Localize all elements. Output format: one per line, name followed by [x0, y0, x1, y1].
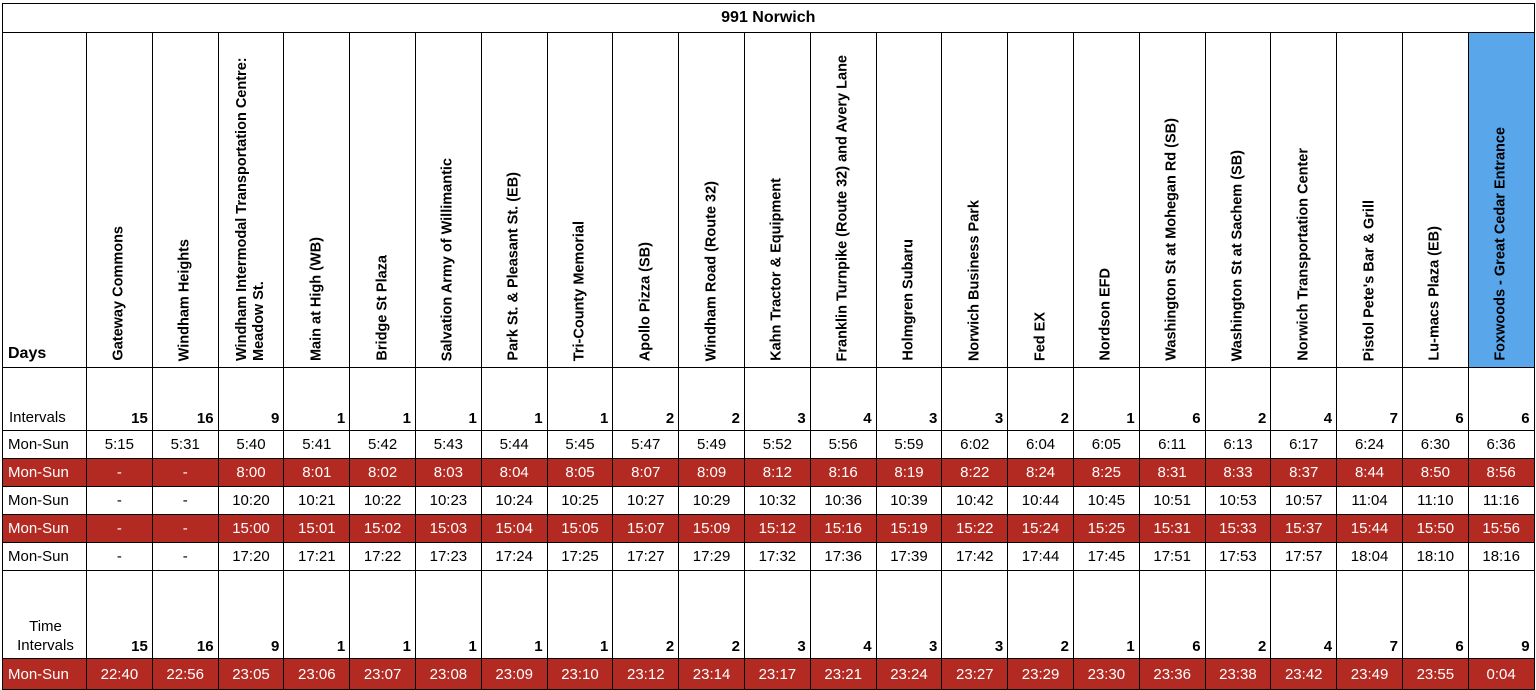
time-cell: 8:16	[810, 459, 876, 487]
time-cell: 8:22	[942, 459, 1008, 487]
time-cell: 23:42	[1271, 659, 1337, 690]
time-interval-cell: 1	[547, 571, 613, 659]
time-cell: 17:20	[218, 543, 284, 571]
time-interval-cell: 1	[481, 571, 547, 659]
time-cell: 17:51	[1139, 543, 1205, 571]
time-cell: 11:04	[1337, 487, 1403, 515]
time-cell: 10:22	[350, 487, 416, 515]
stop-name: Salvation Army of Willimantic	[439, 157, 456, 361]
time-cell: 5:41	[284, 431, 350, 459]
time-cell: 15:03	[415, 515, 481, 543]
stop-name: Tri-County Memorial	[571, 220, 588, 361]
time-interval-cell: 3	[942, 571, 1008, 659]
stop-name: Pistol Pete's Bar & Grill	[1361, 199, 1378, 361]
stop-header	[613, 33, 679, 368]
time-cell: 8:24	[1008, 459, 1074, 487]
interval-cell: 9	[218, 368, 284, 431]
stop-name: Windham Heights	[176, 238, 193, 361]
time-cell: 10:53	[1205, 487, 1271, 515]
interval-cell: 3	[876, 368, 942, 431]
time-cell: 18:10	[1402, 543, 1468, 571]
time-cell: 15:24	[1008, 515, 1074, 543]
time-cell: 17:24	[481, 543, 547, 571]
interval-cell: 3	[942, 368, 1008, 431]
time-cell: 6:17	[1271, 431, 1337, 459]
stop-name: Windham Road (Route 32)	[703, 180, 720, 361]
time-cell: 15:01	[284, 515, 350, 543]
time-cell: 15:33	[1205, 515, 1271, 543]
time-cell: 17:23	[415, 543, 481, 571]
interval-cell: 1	[350, 368, 416, 431]
time-cell: 23:10	[547, 659, 613, 690]
time-cell: 8:33	[1205, 459, 1271, 487]
time-cell: 23:21	[810, 659, 876, 690]
time-cell: 5:56	[810, 431, 876, 459]
time-cell: 17:44	[1008, 543, 1074, 571]
time-cell: 8:31	[1139, 459, 1205, 487]
time-cell: 23:30	[1073, 659, 1139, 690]
time-cell: 8:01	[284, 459, 350, 487]
interval-cell: 4	[1271, 368, 1337, 431]
time-cell: 0:04	[1468, 659, 1534, 690]
stop-name: Windham Intermodal Transportation Centre: Meadow St.	[233, 57, 267, 361]
intervals-label: Intervals	[3, 368, 87, 431]
time-cell: 22:40	[87, 659, 153, 690]
time-cell: 5:40	[218, 431, 284, 459]
interval-cell: 6	[1468, 368, 1534, 431]
time-cell: 23:24	[876, 659, 942, 690]
time-cell: 17:27	[613, 543, 679, 571]
stop-name: Franklin Turnpike (Route 32) and Avery Lane	[834, 54, 851, 361]
time-cell: 6:13	[1205, 431, 1271, 459]
stop-header	[1139, 33, 1205, 368]
time-cell: 15:09	[679, 515, 745, 543]
interval-cell: 6	[1402, 368, 1468, 431]
time-cell: 10:29	[679, 487, 745, 515]
interval-cell: 3	[744, 368, 810, 431]
time-cell: 17:39	[876, 543, 942, 571]
stop-header	[1337, 33, 1403, 368]
time-cell: 15:44	[1337, 515, 1403, 543]
time-cell: 23:08	[415, 659, 481, 690]
interval-cell: 1	[1073, 368, 1139, 431]
time-cell: 10:25	[547, 487, 613, 515]
time-interval-cell: 6	[1139, 571, 1205, 659]
time-cell: 15:12	[744, 515, 810, 543]
time-cell: 8:09	[679, 459, 745, 487]
time-cell: -	[87, 543, 153, 571]
trip-row	[3, 431, 1535, 459]
interval-cell: 15	[87, 368, 153, 431]
stop-name: Apollo Pizza (SB)	[637, 241, 654, 361]
interval-cell: 16	[152, 368, 218, 431]
time-cell: 10:57	[1271, 487, 1337, 515]
trip-row	[3, 543, 1535, 571]
time-cell: 23:29	[1008, 659, 1074, 690]
interval-cell: 1	[284, 368, 350, 431]
time-cell: 17:53	[1205, 543, 1271, 571]
time-cell: 10:24	[481, 487, 547, 515]
time-cell: -	[152, 487, 218, 515]
time-cell: -	[152, 515, 218, 543]
stop-header	[415, 33, 481, 368]
time-cell: 5:49	[679, 431, 745, 459]
time-cell: 5:47	[613, 431, 679, 459]
time-cell: 23:27	[942, 659, 1008, 690]
time-cell: 15:25	[1073, 515, 1139, 543]
time-cell: 8:12	[744, 459, 810, 487]
trip-day-label: Mon-Sun	[3, 659, 87, 690]
time-cell: 23:06	[284, 659, 350, 690]
time-cell: 11:10	[1402, 487, 1468, 515]
time-cell: 17:42	[942, 543, 1008, 571]
time-cell: 17:25	[547, 543, 613, 571]
time-interval-cell: 1	[350, 571, 416, 659]
stop-name: Fed EX	[1032, 311, 1049, 361]
time-interval-cell: 2	[1205, 571, 1271, 659]
time-cell: 5:42	[350, 431, 416, 459]
time-cell: 18:16	[1468, 543, 1534, 571]
time-cell: -	[87, 515, 153, 543]
stop-header	[679, 33, 745, 368]
time-cell: 10:36	[810, 487, 876, 515]
time-cell: 17:22	[350, 543, 416, 571]
time-cell: 6:36	[1468, 431, 1534, 459]
time-cell: 15:37	[1271, 515, 1337, 543]
interval-cell: 1	[481, 368, 547, 431]
time-cell: 6:30	[1402, 431, 1468, 459]
stop-header	[744, 33, 810, 368]
time-cell: 8:50	[1402, 459, 1468, 487]
time-cell: 10:20	[218, 487, 284, 515]
trip-day-label: Mon-Sun	[3, 515, 87, 543]
time-cell: 10:21	[284, 487, 350, 515]
time-interval-cell: 9	[218, 571, 284, 659]
time-cell: 5:44	[481, 431, 547, 459]
time-cell: 18:04	[1337, 543, 1403, 571]
time-interval-cell: 15	[87, 571, 153, 659]
time-cell: 23:07	[350, 659, 416, 690]
stop-header	[810, 33, 876, 368]
time-cell: 15:22	[942, 515, 1008, 543]
time-cell: 22:56	[152, 659, 218, 690]
time-cell: 8:02	[350, 459, 416, 487]
route-title: 991 Norwich	[3, 4, 1535, 33]
stop-header	[284, 33, 350, 368]
time-cell: 15:02	[350, 515, 416, 543]
stop-header	[1073, 33, 1139, 368]
time-cell: 23:36	[1139, 659, 1205, 690]
time-cell: 17:32	[744, 543, 810, 571]
time-cell: -	[152, 459, 218, 487]
time-cell: 6:02	[942, 431, 1008, 459]
time-interval-cell: 2	[679, 571, 745, 659]
time-cell: 23:14	[679, 659, 745, 690]
stop-header	[87, 33, 153, 368]
trip-row	[3, 459, 1535, 487]
time-cell: 23:05	[218, 659, 284, 690]
time-interval-cell: 1	[284, 571, 350, 659]
interval-cell: 4	[810, 368, 876, 431]
trip-day-label: Mon-Sun	[3, 431, 87, 459]
stop-header	[350, 33, 416, 368]
time-interval-cell: 4	[810, 571, 876, 659]
time-cell: 5:31	[152, 431, 218, 459]
stop-header	[1271, 33, 1337, 368]
time-interval-cell: 1	[415, 571, 481, 659]
time-cell: -	[152, 543, 218, 571]
stop-header	[876, 33, 942, 368]
time-cell: 23:49	[1337, 659, 1403, 690]
time-interval-cell: 16	[152, 571, 218, 659]
time-cell: 5:45	[547, 431, 613, 459]
time-cell: 15:50	[1402, 515, 1468, 543]
stop-header	[1008, 33, 1074, 368]
time-intervals-label: Time Intervals	[3, 571, 87, 659]
interval-cell: 1	[547, 368, 613, 431]
time-cell: 6:05	[1073, 431, 1139, 459]
stop-header	[1205, 33, 1271, 368]
time-interval-cell: 6	[1402, 571, 1468, 659]
time-cell: 23:55	[1402, 659, 1468, 690]
time-cell: 10:32	[744, 487, 810, 515]
time-cell: 8:44	[1337, 459, 1403, 487]
stop-name: Nordson EFD	[1097, 268, 1114, 361]
schedule-table	[2, 3, 1535, 690]
time-cell: 15:00	[218, 515, 284, 543]
trip-day-label: Mon-Sun	[3, 487, 87, 515]
time-cell: 8:37	[1271, 459, 1337, 487]
time-cell: 17:57	[1271, 543, 1337, 571]
stop-name: Washington St at Mohegan Rd (SB)	[1163, 118, 1180, 361]
time-cell: 15:04	[481, 515, 547, 543]
time-cell: 10:51	[1139, 487, 1205, 515]
time-cell: 15:16	[810, 515, 876, 543]
time-cell: 15:07	[613, 515, 679, 543]
stop-header	[547, 33, 613, 368]
time-cell: 5:43	[415, 431, 481, 459]
time-cell: 6:04	[1008, 431, 1074, 459]
trip-row	[3, 659, 1535, 690]
time-cell: 10:42	[942, 487, 1008, 515]
stop-header	[152, 33, 218, 368]
time-cell: 23:09	[481, 659, 547, 690]
stop-header	[1402, 33, 1468, 368]
stop-header	[1468, 33, 1534, 368]
interval-cell: 7	[1337, 368, 1403, 431]
interval-cell: 2	[1205, 368, 1271, 431]
time-cell: 8:05	[547, 459, 613, 487]
time-interval-cell: 3	[744, 571, 810, 659]
time-cell: 10:27	[613, 487, 679, 515]
time-cell: 17:36	[810, 543, 876, 571]
time-cell: 6:24	[1337, 431, 1403, 459]
trip-row	[3, 515, 1535, 543]
time-cell: 5:52	[744, 431, 810, 459]
stop-name: Norwich Business Park	[966, 199, 983, 361]
time-cell: -	[87, 487, 153, 515]
time-cell: 15:31	[1139, 515, 1205, 543]
time-cell: 10:44	[1008, 487, 1074, 515]
stop-name: Bridge St Plaza	[374, 255, 391, 361]
time-interval-cell: 9	[1468, 571, 1534, 659]
interval-cell: 6	[1139, 368, 1205, 431]
time-cell: 8:00	[218, 459, 284, 487]
intervals-row	[3, 368, 1535, 431]
interval-cell: 2	[613, 368, 679, 431]
time-cell: -	[87, 459, 153, 487]
time-interval-cell: 2	[613, 571, 679, 659]
time-cell: 17:21	[284, 543, 350, 571]
trip-day-label: Mon-Sun	[3, 459, 87, 487]
stop-header	[481, 33, 547, 368]
time-cell: 17:45	[1073, 543, 1139, 571]
title-row	[3, 4, 1535, 33]
stop-name: Main at High (WB)	[308, 236, 325, 361]
time-cell: 6:11	[1139, 431, 1205, 459]
stop-name: Kahn Tractor & Equipment	[768, 178, 785, 361]
stop-name: Holmgren Subaru	[900, 239, 917, 361]
time-cell: 23:12	[613, 659, 679, 690]
stop-name: Foxwoods - Great Cedar Entrance	[1492, 127, 1509, 361]
stop-name: Park St. & Pleasant St. (EB)	[505, 172, 522, 361]
time-interval-cell: 4	[1271, 571, 1337, 659]
time-cell: 8:56	[1468, 459, 1534, 487]
time-cell: 23:38	[1205, 659, 1271, 690]
time-cell: 10:23	[415, 487, 481, 515]
time-cell: 8:25	[1073, 459, 1139, 487]
days-header: Days	[3, 33, 87, 368]
time-cell: 10:45	[1073, 487, 1139, 515]
time-cell: 5:59	[876, 431, 942, 459]
interval-cell: 2	[1008, 368, 1074, 431]
stops-header-row	[3, 33, 1535, 368]
stop-name: Gateway Commons	[110, 226, 127, 361]
stop-name: Washington St at Sachem (SB)	[1229, 149, 1246, 361]
stop-name: Lu-macs Plaza (EB)	[1426, 226, 1443, 361]
time-interval-cell: 7	[1337, 571, 1403, 659]
time-cell: 10:39	[876, 487, 942, 515]
stop-header	[942, 33, 1008, 368]
trip-day-label: Mon-Sun	[3, 543, 87, 571]
interval-cell: 2	[679, 368, 745, 431]
time-cell: 23:17	[744, 659, 810, 690]
stop-name: Norwich Transportation Center	[1295, 148, 1312, 361]
time-interval-cell: 2	[1008, 571, 1074, 659]
time-cell: 15:19	[876, 515, 942, 543]
time-cell: 8:04	[481, 459, 547, 487]
time-cell: 15:05	[547, 515, 613, 543]
time-cell: 15:56	[1468, 515, 1534, 543]
time-cell: 8:19	[876, 459, 942, 487]
time-intervals-row	[3, 571, 1535, 659]
time-cell: 8:07	[613, 459, 679, 487]
time-cell: 5:15	[87, 431, 153, 459]
stop-header	[218, 33, 284, 368]
time-cell: 8:03	[415, 459, 481, 487]
time-cell: 11:16	[1468, 487, 1534, 515]
interval-cell: 1	[415, 368, 481, 431]
trip-row	[3, 487, 1535, 515]
time-interval-cell: 3	[876, 571, 942, 659]
time-interval-cell: 1	[1073, 571, 1139, 659]
time-cell: 17:29	[679, 543, 745, 571]
